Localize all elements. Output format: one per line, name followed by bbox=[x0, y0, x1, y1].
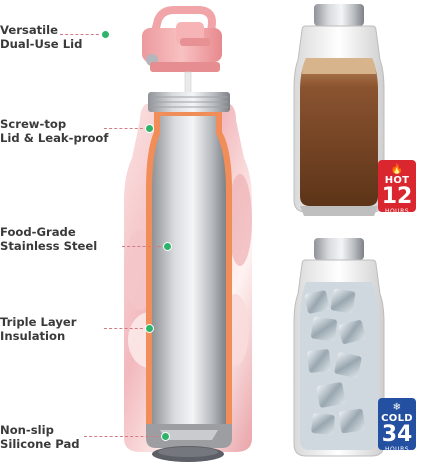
callout-dot-pad bbox=[161, 432, 170, 441]
hot-hours-unit: HOURS bbox=[384, 208, 410, 215]
callout-line2: Silicone Pad bbox=[0, 436, 80, 451]
cold-hours-unit: HOURS bbox=[384, 446, 410, 453]
callout-line2: Insulation bbox=[0, 328, 66, 343]
hot-badge bbox=[378, 160, 416, 215]
flame-icon: 🔥 bbox=[390, 164, 404, 175]
cold-bottle-illustration bbox=[294, 238, 384, 456]
callout-line1: Triple Layer bbox=[0, 315, 77, 329]
cold-hours-value: 34 bbox=[381, 422, 413, 447]
cold-label: COLD bbox=[381, 413, 413, 424]
cold-badge bbox=[378, 398, 416, 453]
callout-line2: Dual-Use Lid bbox=[0, 36, 83, 51]
hot-label: HOT bbox=[384, 175, 410, 186]
callout-line1: Food-Grade bbox=[0, 225, 76, 239]
leader-line-steel bbox=[122, 246, 166, 247]
callout-line1: Versatile bbox=[0, 23, 58, 37]
lid-group bbox=[142, 10, 222, 72]
snowflake-icon: ❄ bbox=[392, 402, 402, 413]
callout-triple-layer bbox=[0, 316, 104, 343]
callout-line2: Stainless Steel bbox=[0, 238, 98, 253]
callout-dot-insulation bbox=[145, 324, 154, 333]
callout-line1: Non-slip bbox=[0, 423, 54, 437]
callout-line2: Lid & Leak-proof bbox=[0, 130, 109, 145]
callout-dot-screw-top bbox=[145, 124, 154, 133]
callout-dot-steel bbox=[163, 242, 172, 251]
callout-dual-use-lid bbox=[0, 24, 104, 51]
callout-stainless-steel bbox=[0, 226, 104, 253]
hot-bottle-illustration bbox=[294, 4, 384, 216]
callout-line1: Screw-top bbox=[0, 117, 67, 131]
callout-screw-top bbox=[0, 117, 109, 145]
leader-line-screw-top bbox=[104, 128, 148, 129]
hot-hours-value: 12 bbox=[381, 184, 413, 209]
callout-silicone-pad bbox=[0, 424, 104, 451]
leader-line-insulation bbox=[104, 328, 148, 329]
